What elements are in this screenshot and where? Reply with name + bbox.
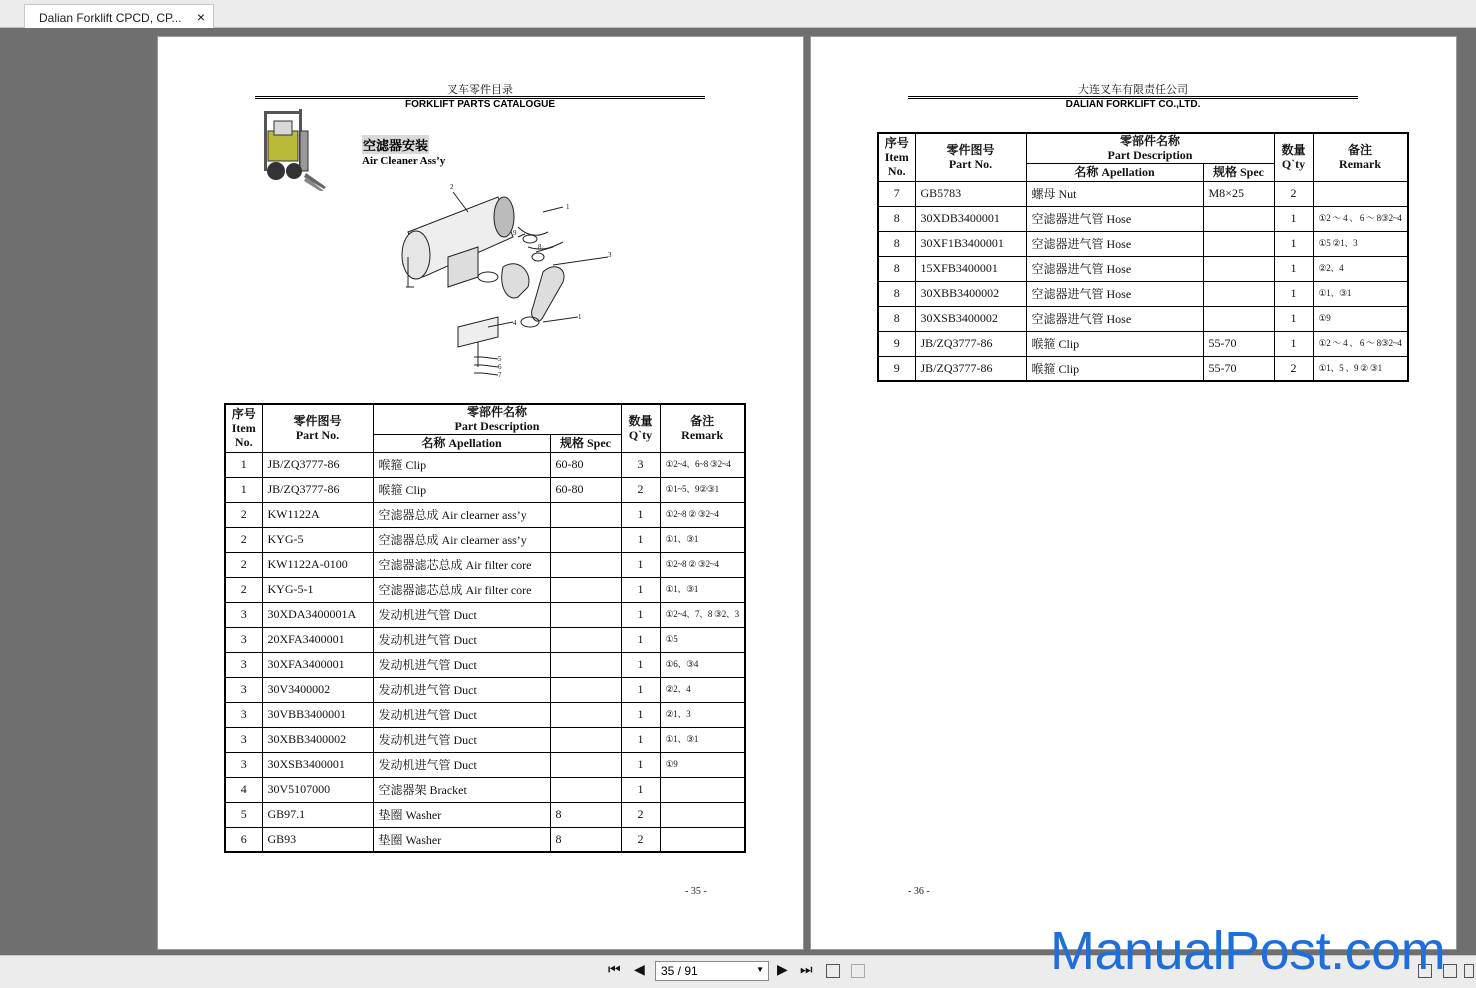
cell-apellation: 发动机进气管 Duct	[373, 652, 550, 677]
cell-spec	[550, 527, 621, 552]
page-number-input[interactable]	[655, 961, 769, 981]
tab-title: Dalian Forklift CPCD, CP...	[39, 11, 182, 25]
cell-part-no: GB93	[262, 827, 373, 852]
cell-part-no: 30XSB3400002	[915, 306, 1026, 331]
cell-part-no: 30XDB3400001	[915, 206, 1026, 231]
cell-apellation: 空滤器进气管 Hose	[1026, 206, 1203, 231]
cell-apellation: 发动机进气管 Duct	[373, 602, 550, 627]
cell-qty: 1	[1274, 256, 1313, 281]
page-number: - 35 -	[685, 886, 707, 897]
table-row	[225, 777, 745, 802]
cell-part-no: JB/ZQ3777-86	[915, 331, 1026, 356]
cell-qty: 1	[621, 677, 660, 702]
table-row	[225, 527, 745, 552]
diagram-label: 6	[498, 363, 502, 371]
cell-remark: ①1、③1	[660, 727, 745, 752]
cell-item: 3	[225, 627, 262, 652]
cell-spec	[1203, 306, 1274, 331]
cell-part-no: 30XFA3400001	[262, 652, 373, 677]
diagram-label: 7	[498, 371, 502, 379]
cell-part-no: JB/ZQ3777-86	[262, 452, 373, 477]
parts-table-right	[877, 132, 1409, 382]
cell-qty: 2	[621, 802, 660, 827]
cell-part-no: 15XFB3400001	[915, 256, 1026, 281]
document-tab[interactable]	[24, 4, 214, 28]
watermark: ManualPost.com	[1050, 921, 1446, 981]
table-row	[878, 356, 1408, 381]
cell-spec	[550, 677, 621, 702]
header-qty: 数量 Q`ty	[1274, 133, 1313, 181]
cell-item: 4	[225, 777, 262, 802]
table-row	[225, 552, 745, 577]
table-row	[225, 752, 745, 777]
table-row	[225, 502, 745, 527]
table-row	[878, 231, 1408, 256]
fullscreen-icon[interactable]	[1464, 964, 1474, 978]
cell-item: 3	[225, 752, 262, 777]
cell-spec: M8×25	[1203, 181, 1274, 206]
cell-remark: ①2 ～ 4 、 6 ～ 8③2~4	[1313, 331, 1408, 356]
header-spec: 规格 Spec	[1203, 163, 1274, 181]
diagram-label: 1	[566, 203, 570, 211]
cell-apellation: 发动机进气管 Duct	[373, 727, 550, 752]
header-part: 零件图号 Part No.	[262, 404, 373, 452]
cell-part-no: KYG-5-1	[262, 577, 373, 602]
cell-remark: ①1、③1	[1313, 281, 1408, 306]
header-cn: 大连叉车有限责任公司	[1078, 84, 1188, 96]
cell-remark: ①2~8 ② ③2~4	[660, 502, 745, 527]
cell-item: 3	[225, 727, 262, 752]
cell-apellation: 发动机进气管 Duct	[373, 677, 550, 702]
diagram-label: 8	[538, 243, 542, 251]
cell-remark: ①9	[1313, 306, 1408, 331]
tab-bar	[0, 0, 1476, 28]
cell-qty: 1	[1274, 281, 1313, 306]
header-cn: 叉车零件目录	[447, 84, 513, 96]
air-cleaner-diagram	[378, 177, 618, 392]
section-title-cn: 空滤器安装	[362, 135, 429, 154]
header-part: 零件图号 Part No.	[915, 133, 1026, 181]
next-page-icon[interactable]: ▶	[777, 962, 788, 978]
cell-apellation: 空滤器总成 Air clearner ass’y	[373, 502, 550, 527]
cell-spec	[550, 502, 621, 527]
header-apellation: 名称 Apellation	[373, 434, 550, 452]
cell-spec	[550, 777, 621, 802]
cell-qty: 2	[1274, 181, 1313, 206]
table-row	[225, 477, 745, 502]
view-mode-icon[interactable]	[826, 964, 840, 978]
cell-qty: 2	[621, 827, 660, 852]
diagram-label: 2	[450, 183, 454, 191]
cell-apellation: 喉箍 Clip	[373, 477, 550, 502]
diagram-label: 3	[608, 251, 612, 259]
cell-remark: ①2 ～ 4 、 6 ～ 8③2~4	[1313, 206, 1408, 231]
cell-spec: 8	[550, 802, 621, 827]
cell-apellation: 喉箍 Clip	[373, 452, 550, 477]
cell-apellation: 喉箍 Clip	[1026, 331, 1203, 356]
cell-spec	[550, 552, 621, 577]
cell-item: 2	[225, 527, 262, 552]
parts-table-left	[224, 403, 746, 853]
cell-spec	[550, 652, 621, 677]
cell-remark: ①6、③4	[660, 652, 745, 677]
cell-spec	[1203, 231, 1274, 256]
cell-qty: 1	[621, 777, 660, 802]
cell-part-no: 30XF1B3400001	[915, 231, 1026, 256]
cell-remark: ①2~4、6~8 ③2~4	[660, 452, 745, 477]
table-row	[878, 256, 1408, 281]
table-row	[225, 677, 745, 702]
cell-qty: 2	[1274, 356, 1313, 381]
page-header	[908, 84, 1358, 111]
cell-remark	[660, 802, 745, 827]
cell-item: 5	[225, 802, 262, 827]
cell-remark: ①9	[660, 752, 745, 777]
header-qty: 数量 Q`ty	[621, 404, 660, 452]
header-apellation: 名称 Apellation	[1026, 163, 1203, 181]
cell-part-no: 30XDA3400001A	[262, 602, 373, 627]
cell-item: 3	[225, 602, 262, 627]
cell-part-no: 30XSB3400001	[262, 752, 373, 777]
header-en: FORKLIFT PARTS CATALOGUE	[405, 99, 555, 110]
cell-spec	[550, 577, 621, 602]
header-remark: 备注 Remark	[660, 404, 745, 452]
cell-qty: 3	[621, 452, 660, 477]
cell-qty: 1	[1274, 331, 1313, 356]
cell-part-no: KW1122A-0100	[262, 552, 373, 577]
page-35	[157, 36, 804, 950]
cell-qty: 1	[621, 602, 660, 627]
cell-apellation: 垫圈 Washer	[373, 802, 550, 827]
cell-remark: ①2~8 ② ③2~4	[660, 552, 745, 577]
cell-remark: ①1、③1	[660, 527, 745, 552]
cell-qty: 1	[1274, 306, 1313, 331]
forklift-icon	[254, 101, 326, 191]
cell-apellation: 空滤器滤芯总成 Air filter core	[373, 552, 550, 577]
cell-apellation: 空滤器滤芯总成 Air filter core	[373, 577, 550, 602]
cell-remark	[660, 777, 745, 802]
cell-apellation: 空滤器进气管 Hose	[1026, 256, 1203, 281]
table-row	[225, 652, 745, 677]
cell-remark: ②2、4	[1313, 256, 1408, 281]
cell-remark: ②2、4	[660, 677, 745, 702]
header-remark: 备注 Remark	[1313, 133, 1408, 181]
cell-spec	[1203, 256, 1274, 281]
cell-apellation: 发动机进气管 Duct	[373, 627, 550, 652]
cell-spec: 8	[550, 827, 621, 852]
cell-qty: 1	[621, 552, 660, 577]
section-title-en: Air Cleaner Ass’y	[362, 155, 446, 167]
diagram-label: 9	[513, 229, 517, 237]
cell-apellation: 喉箍 Clip	[1026, 356, 1203, 381]
header-desc: 零部件名称 Part Description	[1026, 133, 1274, 163]
cell-qty: 1	[621, 527, 660, 552]
cell-apellation: 空滤器总成 Air clearner ass’y	[373, 527, 550, 552]
table-row	[878, 181, 1408, 206]
cell-qty: 1	[621, 652, 660, 677]
cell-part-no: JB/ZQ3777-86	[262, 477, 373, 502]
table-row	[878, 206, 1408, 231]
cell-remark: ①1、5 、9 ② ③1	[1313, 356, 1408, 381]
cell-remark: ①2~4、7、8 ③2、3	[660, 602, 745, 627]
cell-item: 8	[878, 206, 915, 231]
cell-part-no: 30XBB3400002	[262, 727, 373, 752]
cell-part-no: KW1122A	[262, 502, 373, 527]
cell-item: 8	[878, 256, 915, 281]
cell-qty: 1	[621, 702, 660, 727]
header-en: DALIAN FORKLIFT CO.,LTD.	[1065, 99, 1201, 110]
cell-item: 3	[225, 702, 262, 727]
header-desc: 零部件名称 Part Description	[373, 404, 621, 434]
cell-spec: 60-80	[550, 477, 621, 502]
cell-spec	[550, 627, 621, 652]
page-36	[810, 36, 1457, 950]
cell-remark: ①1、③1	[660, 577, 745, 602]
cell-qty: 1	[1274, 231, 1313, 256]
cell-apellation: 发动机进气管 Duct	[373, 702, 550, 727]
table-row	[878, 306, 1408, 331]
cell-part-no: 30V3400002	[262, 677, 373, 702]
previous-page-icon[interactable]: ◀	[634, 962, 645, 978]
cell-item: 3	[225, 677, 262, 702]
cell-item: 6	[225, 827, 262, 852]
first-page-icon[interactable]: ⏮	[608, 962, 621, 978]
diagram-label: 4	[513, 319, 517, 327]
cell-remark	[660, 827, 745, 852]
header-item: 序号 Item No.	[878, 133, 915, 181]
cell-item: 8	[878, 306, 915, 331]
cell-item: 2	[225, 552, 262, 577]
page-number: - 36 -	[908, 886, 930, 897]
cell-qty: 1	[621, 502, 660, 527]
two-page-view-icon[interactable]	[851, 964, 865, 978]
cell-part-no: 30VBB3400001	[262, 702, 373, 727]
table-row	[225, 577, 745, 602]
cell-item: 1	[225, 477, 262, 502]
cell-item: 2	[225, 577, 262, 602]
cell-spec: 60-80	[550, 452, 621, 477]
cell-remark	[1313, 181, 1408, 206]
cell-apellation: 空滤器架 Bracket	[373, 777, 550, 802]
cell-item: 8	[878, 281, 915, 306]
cell-item: 2	[225, 502, 262, 527]
cell-apellation: 空滤器进气管 Hose	[1026, 306, 1203, 331]
cell-remark: ①5 ②1、3	[1313, 231, 1408, 256]
cell-item: 3	[225, 652, 262, 677]
cell-part-no: 30XBB3400002	[915, 281, 1026, 306]
table-row	[225, 627, 745, 652]
cell-qty: 2	[621, 477, 660, 502]
header-spec: 规格 Spec	[550, 434, 621, 452]
header-item: 序号 Item No.	[225, 404, 262, 452]
last-page-icon[interactable]: ⏭	[800, 962, 813, 978]
diagram-label: 5	[498, 355, 502, 363]
dropdown-icon[interactable]: ▼	[756, 965, 764, 974]
table-row	[878, 331, 1408, 356]
cell-apellation: 发动机进气管 Duct	[373, 752, 550, 777]
cell-apellation: 垫圈 Washer	[373, 827, 550, 852]
cell-part-no: 20XFA3400001	[262, 627, 373, 652]
table-row	[225, 802, 745, 827]
cell-remark: ①1~5、9②③1	[660, 477, 745, 502]
cell-spec	[550, 702, 621, 727]
cell-part-no: JB/ZQ3777-86	[915, 356, 1026, 381]
cell-part-no: GB97.1	[262, 802, 373, 827]
page-display: 35 / 91	[661, 964, 698, 978]
diagram-label: 1	[578, 313, 582, 321]
cell-item: 1	[225, 452, 262, 477]
cell-apellation: 空滤器进气管 Hose	[1026, 231, 1203, 256]
cell-spec	[1203, 281, 1274, 306]
table-row	[225, 727, 745, 752]
cell-qty: 1	[621, 752, 660, 777]
cell-spec	[550, 602, 621, 627]
cell-part-no: KYG-5	[262, 527, 373, 552]
cell-item: 7	[878, 181, 915, 206]
cell-spec	[1203, 206, 1274, 231]
cell-spec: 55-70	[1203, 331, 1274, 356]
table-row	[225, 702, 745, 727]
cell-spec: 55-70	[1203, 356, 1274, 381]
cell-part-no: GB5783	[915, 181, 1026, 206]
cell-qty: 1	[621, 577, 660, 602]
cell-remark: ①5	[660, 627, 745, 652]
close-icon[interactable]: ×	[196, 9, 205, 25]
cell-apellation: 螺母 Nut	[1026, 181, 1203, 206]
table-row	[225, 602, 745, 627]
cell-item: 9	[878, 356, 915, 381]
cell-spec	[550, 752, 621, 777]
cell-qty: 1	[621, 727, 660, 752]
cell-remark: ②1、3	[660, 702, 745, 727]
cell-apellation: 空滤器进气管 Hose	[1026, 281, 1203, 306]
cell-qty: 1	[1274, 206, 1313, 231]
cell-item: 8	[878, 231, 915, 256]
table-row	[225, 452, 745, 477]
table-row	[878, 281, 1408, 306]
cell-spec	[550, 727, 621, 752]
cell-qty: 1	[621, 627, 660, 652]
table-row	[225, 827, 745, 852]
cell-item: 9	[878, 331, 915, 356]
cell-part-no: 30V5107000	[262, 777, 373, 802]
